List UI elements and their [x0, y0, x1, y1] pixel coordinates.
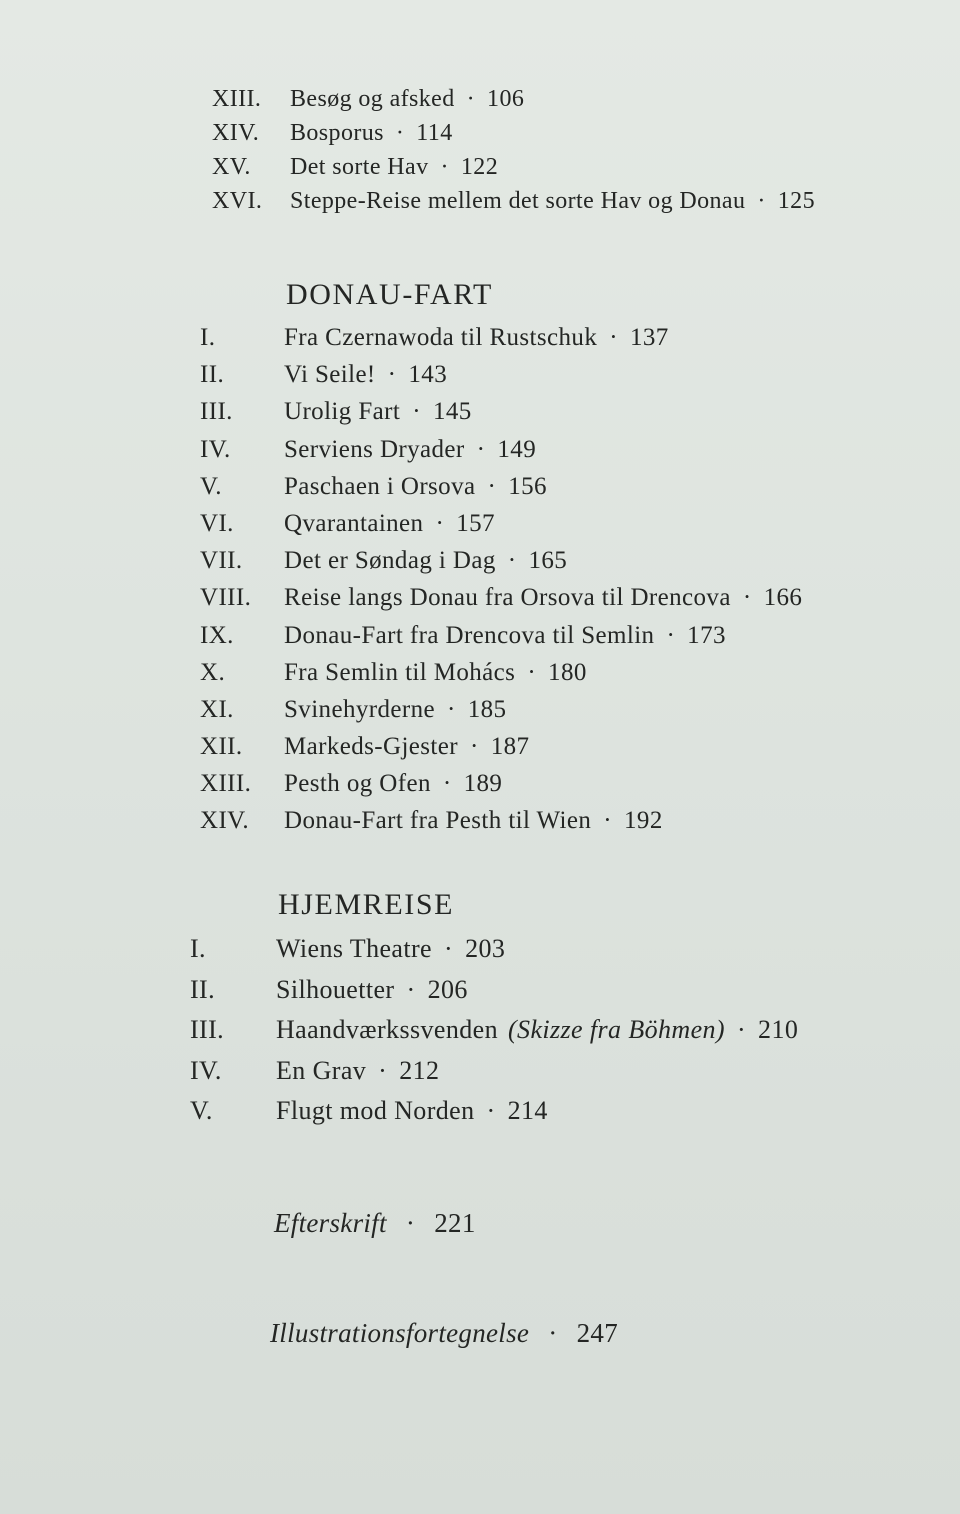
- separator-dot: ·: [609, 324, 618, 351]
- page-number: 210: [758, 1015, 799, 1045]
- separator-dot: ·: [466, 86, 476, 112]
- toc-entry: [200, 473, 960, 510]
- page-number: 189: [463, 770, 503, 798]
- chapter-title: Steppe-Reise mellem det sorte Hav og Donau: [290, 188, 746, 214]
- separator-dot: ·: [405, 1208, 416, 1238]
- chapter-title: Haandværkssvenden: [276, 1015, 498, 1045]
- toc-section-part-one: [212, 86, 960, 222]
- chapter-title: Serviens Dryader: [284, 435, 465, 463]
- section-heading: DONAU-FART: [286, 278, 493, 311]
- chapter-number: XV.: [212, 154, 251, 180]
- toc-entry: [212, 86, 960, 120]
- page-number: 145: [432, 398, 472, 426]
- chapter-title: Urolig Fart: [284, 398, 401, 426]
- toc-entry-illustrations: [270, 1318, 618, 1349]
- chapter-number: I.: [190, 934, 206, 963]
- toc-entry: [200, 584, 960, 621]
- toc-entry: [200, 696, 960, 733]
- toc-entry: [190, 1056, 960, 1097]
- chapter-title: Markeds-Gjester: [284, 733, 458, 761]
- separator-dot: ·: [507, 547, 517, 575]
- toc-section-donau-fart: [200, 280, 960, 845]
- page-number: 221: [434, 1208, 476, 1238]
- toc-entry: [190, 1015, 960, 1056]
- chapter-number: XVI.: [212, 188, 263, 214]
- chapter-title: Det sorte Hav: [290, 154, 429, 180]
- chapter-title: Donau-Fart fra Pesth til Wien: [284, 807, 592, 835]
- chapter-number: V.: [190, 1096, 213, 1126]
- toc-entry: [200, 770, 960, 807]
- separator-dot: ·: [440, 154, 449, 180]
- separator-dot: ·: [603, 807, 613, 835]
- page-number: 156: [508, 472, 547, 500]
- chapter-number: XIV.: [212, 120, 260, 146]
- page-number: 122: [460, 154, 499, 180]
- chapter-number: XIII.: [212, 86, 262, 112]
- chapter-title: Reise langs Donau fra Orsova til Drencova: [284, 584, 731, 612]
- chapter-number: I.: [200, 324, 216, 351]
- separator-dot: ·: [447, 695, 456, 723]
- chapter-number: VIII.: [200, 584, 252, 612]
- separator-dot: ·: [435, 509, 445, 537]
- separator-dot: ·: [387, 361, 397, 389]
- chapter-number: IV.: [190, 1055, 222, 1085]
- chapter-title: Paschaen i Orsova: [284, 472, 476, 500]
- toc-entry: [200, 547, 960, 584]
- toc-entry: [190, 975, 960, 1016]
- chapter-title: En Grav: [276, 1055, 367, 1085]
- page-number: 180: [548, 658, 587, 686]
- page-number: 165: [528, 547, 568, 575]
- chapter-number: XIV.: [200, 807, 250, 835]
- chapter-title: Wiens Theatre: [276, 934, 432, 963]
- page-number: 206: [427, 974, 468, 1004]
- separator-dot: ·: [476, 435, 486, 463]
- chapter-title: Silhouetter: [276, 974, 395, 1004]
- chapter-number: IV.: [200, 435, 231, 463]
- toc-entry: [190, 934, 960, 975]
- page-number: 173: [687, 621, 726, 649]
- chapter-subtitle: (Skizze fra Böhmen): [507, 1015, 725, 1045]
- toc-entry: [200, 361, 960, 398]
- afterword-title: Efterskrift: [274, 1208, 387, 1238]
- separator-dot: ·: [442, 770, 452, 798]
- separator-dot: ·: [378, 1055, 388, 1085]
- separator-dot: ·: [395, 120, 405, 146]
- page-number: 114: [416, 120, 453, 146]
- chapter-number: VI.: [200, 509, 234, 537]
- toc-entry: [200, 436, 960, 473]
- page-number: 203: [465, 934, 506, 963]
- separator-dot: ·: [470, 733, 479, 761]
- chapter-number: III.: [190, 1015, 225, 1045]
- page-number: 214: [507, 1096, 548, 1126]
- page-number: 149: [497, 435, 537, 463]
- chapter-number: XIII.: [200, 770, 252, 798]
- page-number: 143: [408, 361, 448, 389]
- chapter-title: Vi Seile!: [284, 361, 376, 389]
- chapter-number: II.: [200, 361, 225, 389]
- page-number: 157: [456, 509, 495, 537]
- chapter-number: VII.: [200, 547, 243, 575]
- separator-dot: ·: [527, 658, 537, 686]
- chapter-title: Besøg og afsked: [290, 86, 455, 112]
- toc-entry: [190, 1096, 960, 1137]
- chapter-title: Bosporus: [290, 120, 384, 146]
- chapter-number: XI.: [200, 695, 234, 723]
- toc-entry: [212, 120, 960, 154]
- toc-entry: [200, 622, 960, 659]
- separator-dot: ·: [736, 1015, 747, 1045]
- toc-entry-afterword: [274, 1208, 476, 1239]
- chapter-title: Fra Czernawoda til Rustschuk: [284, 324, 598, 351]
- separator-dot: ·: [757, 188, 766, 214]
- toc-entry: [200, 398, 960, 435]
- chapter-title: Pesth og Ofen: [284, 770, 431, 798]
- separator-dot: ·: [444, 934, 454, 963]
- toc-entry: [212, 188, 960, 222]
- page-number: 192: [624, 807, 663, 835]
- separator-dot: ·: [742, 584, 752, 612]
- chapter-number: XII.: [200, 733, 243, 761]
- chapter-number: V.: [200, 472, 222, 500]
- chapter-title: Det er Søndag i Dag: [284, 547, 496, 575]
- toc-entry: [212, 154, 960, 188]
- separator-dot: ·: [406, 974, 416, 1004]
- page-number: 247: [576, 1318, 619, 1348]
- page-number: 125: [777, 188, 815, 214]
- page-number: 185: [467, 695, 507, 723]
- chapter-title: Fra Semlin til Mohács: [284, 658, 516, 686]
- chapter-title: Donau-Fart fra Drencova til Semlin: [284, 621, 655, 649]
- chapter-number: III.: [200, 398, 233, 426]
- page-number: 187: [490, 733, 530, 761]
- page-number: 212: [399, 1055, 440, 1085]
- page-number: 137: [629, 324, 669, 351]
- toc-entry: [200, 659, 960, 696]
- section-heading: HJEMREISE: [278, 888, 455, 921]
- separator-dot: ·: [548, 1318, 558, 1348]
- toc-entry: [200, 510, 960, 547]
- chapter-title: Qvarantainen: [284, 509, 424, 537]
- separator-dot: ·: [486, 1096, 496, 1126]
- page-number: 166: [763, 584, 803, 612]
- toc-entry: [200, 807, 960, 844]
- chapter-number: X.: [200, 658, 226, 686]
- separator-dot: ·: [412, 398, 421, 426]
- toc-entry: [200, 733, 960, 770]
- chapter-title: Svinehyrderne: [284, 695, 435, 723]
- illustrations-title: Illustrationsfortegnelse: [270, 1318, 530, 1348]
- chapter-number: IX.: [200, 621, 234, 649]
- separator-dot: ·: [487, 472, 497, 500]
- toc-section-hjemreise: [190, 890, 960, 1137]
- chapter-number: II.: [190, 974, 216, 1004]
- toc-entry: [200, 324, 960, 361]
- separator-dot: ·: [666, 621, 676, 649]
- page-number: 106: [487, 86, 525, 112]
- chapter-title: Flugt mod Norden: [276, 1096, 475, 1126]
